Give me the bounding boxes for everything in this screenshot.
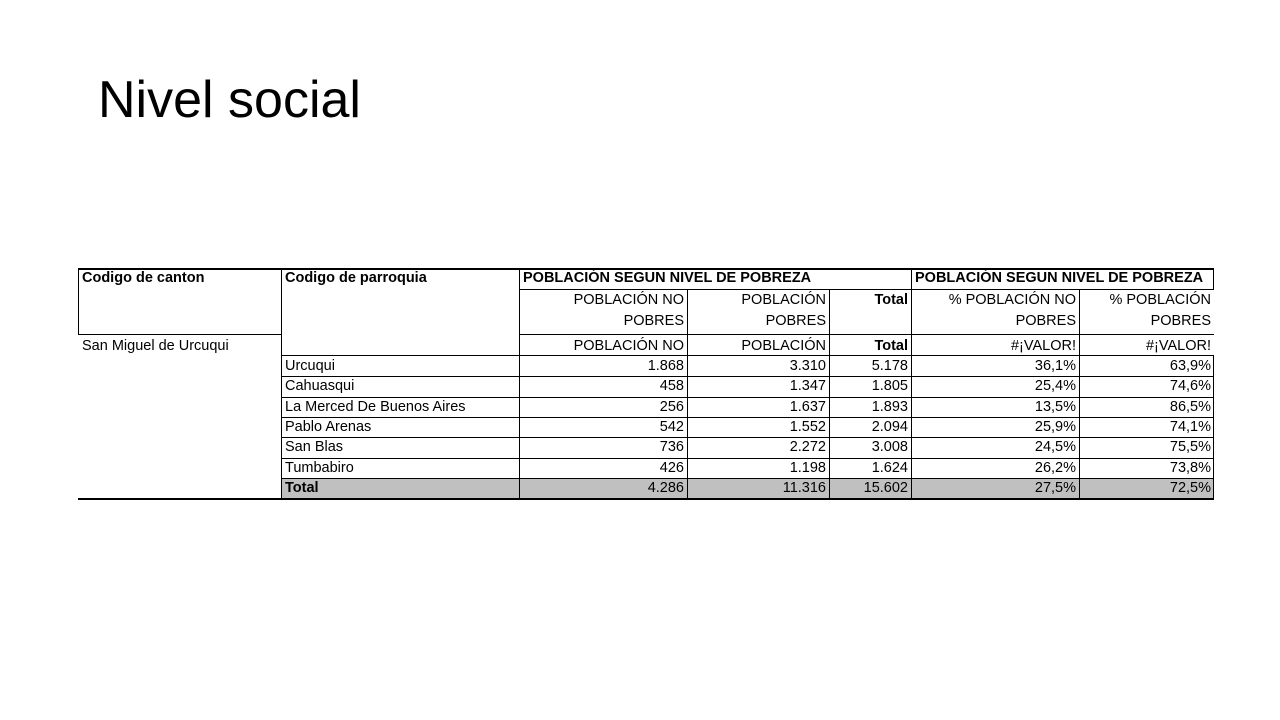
grid-right-lower xyxy=(1213,356,1214,498)
row-total: 3.008 xyxy=(871,439,908,456)
grid-top xyxy=(78,268,1214,270)
row-pct-no-pobres: 36,1% xyxy=(1034,358,1076,374)
total-pct-pobres: 72,5% xyxy=(1169,479,1211,496)
slide-title: Nivel social xyxy=(98,71,361,129)
row-pobres: 1.637 xyxy=(789,398,826,415)
row-parroquia: San Blas xyxy=(285,439,344,456)
grid-row-line xyxy=(281,397,1214,398)
row-pobres: 1.552 xyxy=(789,418,826,435)
row-pobres: 1.198 xyxy=(789,459,826,476)
total-pobres: 11.316 xyxy=(782,479,826,496)
header-no-pobres: POBLACIÓN NO POBRES xyxy=(573,292,684,329)
row-pct-pobres: 74,6% xyxy=(1169,378,1211,395)
grid-header-bottom xyxy=(519,289,1214,290)
grid-row-line xyxy=(281,355,1214,356)
row-total: 5.178 xyxy=(871,358,908,374)
grid-row-line xyxy=(281,376,1214,377)
poverty-table xyxy=(78,268,1214,500)
row-pct-no-pobres: 25,4% xyxy=(1034,378,1076,395)
row-total: 2.094 xyxy=(871,418,908,435)
row-total: 1.805 xyxy=(871,378,908,395)
row-pobres: 2.272 xyxy=(789,439,826,456)
row-parroquia: Pablo Arenas xyxy=(285,418,372,435)
grid-col-4 xyxy=(829,290,830,498)
grid-subheader-bottom xyxy=(78,334,281,335)
row-total: 1.893 xyxy=(871,398,908,415)
row-pct-pobres: 86,5% xyxy=(1169,398,1211,415)
header-group-2: POBLACIÓN SEGUN NIVEL DE POBREZA xyxy=(915,270,1204,286)
grid-col-5 xyxy=(911,268,912,498)
row-pct-no-pobres: 26,2% xyxy=(1034,459,1076,476)
row-no-pobres: 256 xyxy=(659,398,684,415)
total-total: 15.602 xyxy=(863,479,908,496)
row-pct-pobres: 73,8% xyxy=(1169,459,1211,476)
row-no-pobres: 1.868 xyxy=(647,358,684,374)
row-no-pobres: 426 xyxy=(659,459,684,476)
header-group-1: POBLACIÓN SEGUN NIVEL DE POBREZA xyxy=(523,270,812,286)
row-pct-no-pobres: 13,5% xyxy=(1034,398,1076,415)
grid-bottom xyxy=(78,498,1214,500)
summary-pct-pobres: #¡VALOR! xyxy=(1145,338,1211,354)
header-pct-no-pobres: % POBLACIÓN NO POBRES xyxy=(948,292,1076,329)
row-pobres: 3.310 xyxy=(789,358,826,374)
row-pct-no-pobres: 24,5% xyxy=(1034,439,1076,456)
row-parroquia: La Merced De Buenos Aires xyxy=(285,398,466,415)
grid-right xyxy=(1213,268,1214,290)
grid-row-line xyxy=(281,437,1214,438)
grid-row-line xyxy=(281,478,1214,479)
grid-canton-left xyxy=(78,268,79,334)
grid-row-line xyxy=(281,458,1214,459)
grid-col-2 xyxy=(519,268,520,498)
row-pct-pobres: 74,1% xyxy=(1169,418,1211,435)
header-total: Total xyxy=(874,292,908,308)
grid-col-3 xyxy=(687,290,688,498)
row-parroquia: Urcuqui xyxy=(285,358,335,374)
row-no-pobres: 736 xyxy=(659,439,684,456)
row-pct-no-pobres: 25,9% xyxy=(1034,418,1076,435)
summary-no-pobres: POBLACIÓN NO xyxy=(573,338,684,354)
header-parroquia: Codigo de parroquia xyxy=(285,270,427,286)
row-no-pobres: 458 xyxy=(659,378,684,395)
summary-pobres: POBLACIÓN xyxy=(741,338,826,354)
grid-col-1 xyxy=(281,268,282,498)
total-no-pobres: 4.286 xyxy=(647,479,684,496)
canton-name: San Miguel de Urcuqui xyxy=(82,338,229,354)
row-total: 1.624 xyxy=(871,459,908,476)
grid-col-6 xyxy=(1079,290,1080,498)
header-pobres: POBLACIÓN POBRES xyxy=(741,292,826,329)
row-pobres: 1.347 xyxy=(789,378,826,395)
summary-pct-no-pobres: #¡VALOR! xyxy=(1010,338,1076,354)
row-pct-pobres: 63,9% xyxy=(1169,358,1211,374)
total-label: Total xyxy=(285,479,319,496)
total-pct-no-pobres: 27,5% xyxy=(1034,479,1076,496)
header-canton: Codigo de canton xyxy=(82,270,205,286)
grid-col-head-bottom xyxy=(519,334,1214,335)
row-pct-pobres: 75,5% xyxy=(1169,439,1211,456)
header-pct-pobres: % POBLACIÓN POBRES xyxy=(1109,292,1211,329)
summary-total: Total xyxy=(874,338,908,354)
row-no-pobres: 542 xyxy=(659,418,684,435)
row-parroquia: Cahuasqui xyxy=(285,378,355,395)
grid-row-line xyxy=(281,417,1214,418)
row-parroquia: Tumbabiro xyxy=(285,459,354,476)
